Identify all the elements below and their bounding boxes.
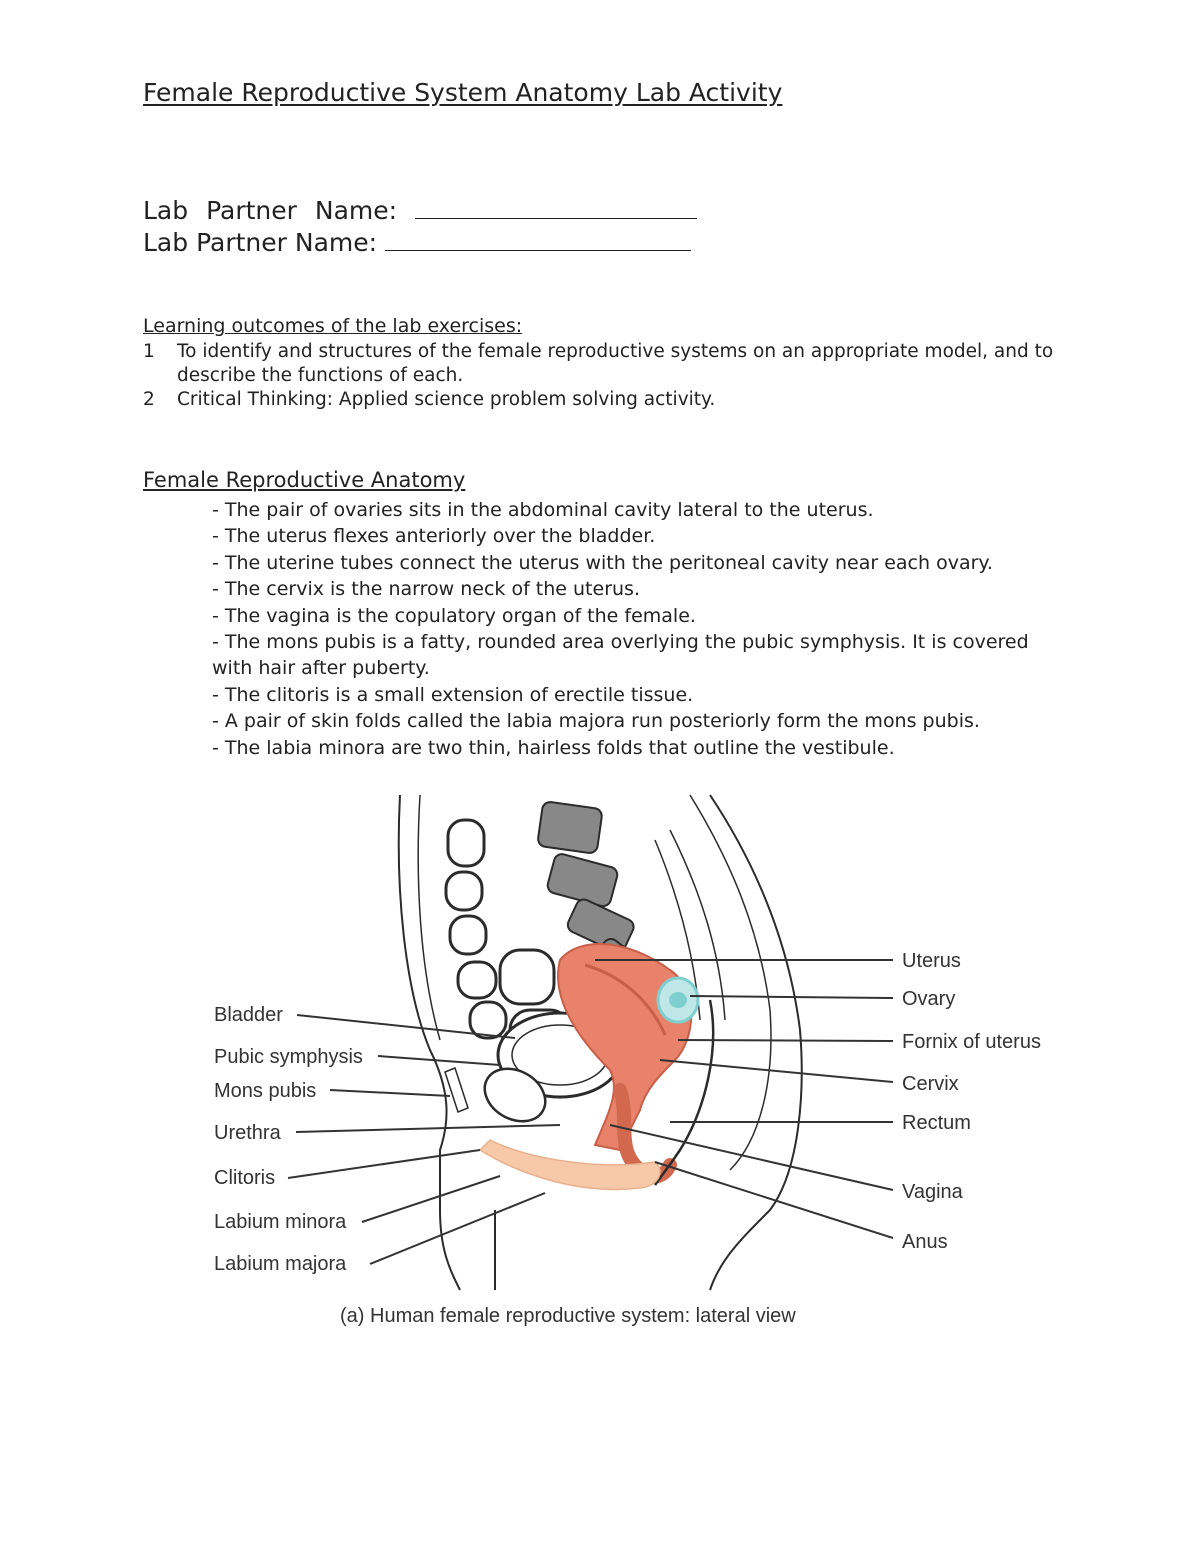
- anatomy-figure: [200, 790, 1070, 1340]
- label-mons-pubis: Mons pubis: [214, 1080, 317, 1102]
- anatomy-fact-uterus: - The uterus flexes anteriorly over the bladder.: [212, 525, 656, 548]
- label-labium-minora: Labium minora: [214, 1211, 347, 1233]
- label-bladder: Bladder: [214, 1004, 283, 1026]
- lab-partner-label-1: Lab Partner Name:: [143, 196, 398, 225]
- figure-caption: (a) Human female reproductive system: lateral view: [340, 1305, 796, 1327]
- anatomy-fact-ovaries: - The pair of ovaries sits in the abdominal cavity lateral to the uterus.: [212, 499, 874, 521]
- female-reproductive-illustration: [200, 790, 1070, 1340]
- outcome-text: Critical Thinking: Applied science problem solving activity.: [177, 389, 716, 410]
- label-fornix-of-uterus: Fornix of uterus: [902, 1031, 1041, 1053]
- label-ovary: Ovary: [902, 988, 956, 1010]
- lab-partner-name-2: [143, 228, 691, 257]
- outcome-number: 1: [143, 341, 155, 362]
- anatomy-fact-vagina: - The vagina is the copulatory organ of the female.: [212, 604, 696, 627]
- learning-outcomes-heading: Learning outcomes of the lab exercises:: [143, 315, 523, 337]
- learning-outcome-item: [143, 388, 1063, 412]
- label-anus: Anus: [902, 1231, 948, 1253]
- label-pubic-symphysis: Pubic symphysis: [214, 1046, 363, 1068]
- female-anatomy-heading: Female Reproductive Anatomy: [143, 468, 466, 492]
- anatomy-fact-labia-majora: - A pair of skin folds called the labia majora run posteriorly form the mons pubis.: [212, 710, 980, 733]
- label-urethra: Urethra: [214, 1122, 281, 1144]
- anatomy-fact-uterine-tubes: - The uterine tubes connect the uterus with the peritoneal cavity near each ovary.: [212, 551, 993, 574]
- label-labium-majora: Labium majora: [214, 1253, 347, 1275]
- lab-partner-name-1: [143, 196, 697, 225]
- anatomy-fact-labia-minora: - The labia minora are two thin, hairless folds that outline the vestibule.: [212, 736, 895, 759]
- document-title: Female Reproductive System Anatomy Lab Activity: [143, 78, 783, 107]
- anatomy-facts-list: [212, 497, 1072, 761]
- outcome-text: To identify and structures of the female reproductive systems on an appropriate model, and to describe the functions of each.: [177, 341, 1054, 386]
- anatomy-fact-cervix: - The cervix is the narrow neck of the uterus.: [212, 578, 640, 601]
- lab-partner-blank-1[interactable]: [415, 196, 697, 219]
- label-rectum: Rectum: [902, 1112, 971, 1134]
- anatomy-fact-mons-pubis: - The mons pubis is a fatty, rounded area overlying the pubic symphysis. It is covered with hair after puberty.: [212, 631, 1029, 680]
- label-uterus: Uterus: [902, 950, 961, 972]
- label-vagina: Vagina: [902, 1181, 963, 1203]
- mons-pubis-marker: [445, 1068, 468, 1112]
- lab-partner-blank-2[interactable]: [385, 228, 691, 251]
- lab-partner-label-2: Lab Partner Name:: [143, 228, 378, 257]
- learning-outcome-item: [143, 340, 1063, 388]
- anatomy-fact-clitoris: - The clitoris is a small extension of erectile tissue.: [212, 683, 694, 706]
- outcome-number: 2: [143, 389, 155, 410]
- label-cervix: Cervix: [902, 1073, 959, 1095]
- label-clitoris: Clitoris: [214, 1167, 276, 1189]
